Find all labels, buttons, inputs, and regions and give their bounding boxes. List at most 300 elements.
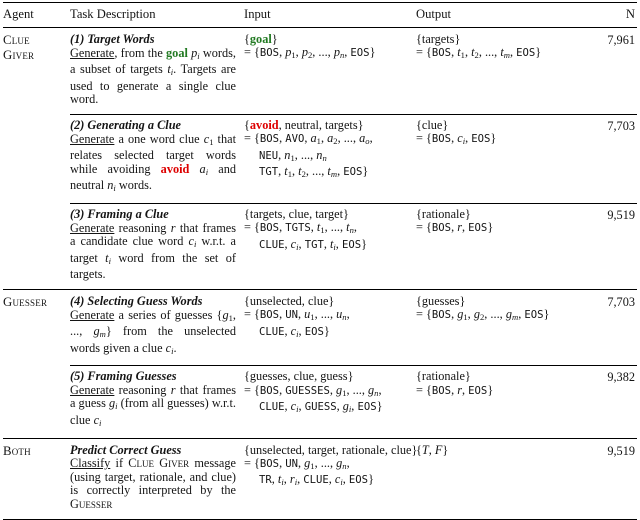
- text-segment: = {: [244, 220, 260, 235]
- text-segment: i: [294, 477, 298, 488]
- text-segment: {: [416, 442, 422, 457]
- text-segment: c: [290, 323, 297, 338]
- output-cell: [416, 33, 591, 107]
- token-sequence-line: [416, 384, 583, 398]
- text-segment: p: [285, 45, 292, 60]
- table-header-row: [3, 3, 637, 27]
- text-segment: ,: [271, 472, 278, 487]
- text-segment: BOS: [431, 384, 452, 397]
- text-segment: i: [340, 477, 343, 488]
- text-segment: ,: [336, 399, 343, 414]
- text-segment: ,: [369, 131, 373, 146]
- text-segment: i: [108, 255, 111, 266]
- text-segment: ,: [378, 382, 382, 397]
- text-segment: i: [113, 183, 116, 194]
- n-value: 7,703: [607, 118, 635, 133]
- text-segment: ,: [451, 45, 458, 60]
- text-segment: EOS: [304, 325, 324, 338]
- text-segment: m: [503, 50, 510, 61]
- text-segment: EOS: [468, 384, 488, 397]
- text-segment: i: [348, 404, 352, 415]
- text-segment: ,: [346, 456, 350, 471]
- task-description-cell: [70, 208, 244, 282]
- input-cell: [244, 295, 416, 358]
- text-segment: TGT: [304, 238, 324, 251]
- text-segment: t: [471, 45, 475, 60]
- text-segment: }: [271, 32, 278, 46]
- text-segment: {: [244, 32, 250, 46]
- text-segment: c: [165, 340, 172, 355]
- token-sequence-line: [244, 400, 408, 416]
- text-segment: g: [93, 324, 100, 339]
- text-segment: TGTS: [285, 222, 311, 235]
- text-segment: a one word clue: [114, 131, 204, 146]
- text-segment: ,: [335, 236, 342, 251]
- table-row: [3, 290, 637, 365]
- text-segment: n: [374, 387, 379, 398]
- task-description-text: [70, 383, 236, 427]
- text-segment: t: [316, 220, 321, 235]
- text-segment: {unselected, target, rationale, clue}: [244, 442, 418, 457]
- text-segment: BOS: [259, 458, 280, 471]
- text-segment: ,: [279, 131, 286, 146]
- text-segment: a: [199, 161, 206, 176]
- text-segment: ,: [451, 307, 458, 322]
- token-sequence-line: [416, 132, 583, 148]
- input-cell: [244, 208, 416, 282]
- header-agent: Agent: [3, 7, 34, 21]
- text-segment: ,: [284, 399, 291, 414]
- text-segment: F: [434, 442, 443, 457]
- text-segment: CLUE: [303, 474, 329, 487]
- text-segment: EOS: [350, 47, 370, 60]
- task-title: (2) Generating a Clue: [70, 117, 182, 132]
- text-segment: 1: [228, 312, 233, 323]
- text-segment: c: [93, 413, 100, 428]
- text-segment: u: [336, 307, 343, 322]
- text-segment: 1: [310, 461, 315, 472]
- text-segment: TR: [259, 474, 272, 487]
- highlighted-term: goal: [249, 32, 272, 46]
- text-segment: n: [316, 147, 323, 162]
- text-segment: = {: [416, 131, 432, 146]
- text-segment: , ...,: [305, 164, 328, 179]
- text-segment: EOS: [357, 401, 377, 414]
- task-title: (1) Target Words: [70, 32, 155, 46]
- highlighted-term: avoid: [160, 161, 190, 176]
- task-title: Predict Correct Guess: [70, 442, 182, 457]
- text-segment: that relates selected target words while avoiding: [70, 131, 236, 176]
- text-segment: r: [289, 472, 295, 487]
- task-title: (5) Framing Guesses: [70, 369, 177, 384]
- output-cell: [416, 370, 591, 430]
- text-segment: UN: [285, 309, 298, 322]
- text-segment: p: [191, 45, 198, 60]
- text-segment: i: [99, 418, 102, 429]
- text-segment: i: [193, 239, 197, 250]
- text-segment: i: [170, 67, 174, 78]
- text-segment: i: [296, 328, 299, 339]
- output-cell: [416, 295, 591, 358]
- text-segment: ,: [284, 236, 291, 251]
- text-segment: t: [500, 45, 504, 60]
- agent-label: Guesser: [3, 294, 48, 309]
- text-segment: ,: [297, 307, 305, 322]
- text-segment: Clue Giver: [128, 456, 190, 471]
- text-segment: ,: [323, 236, 330, 251]
- text-segment: g: [108, 396, 116, 411]
- text-segment: c: [457, 131, 463, 146]
- task-description-cell: [70, 295, 244, 358]
- text-segment: [189, 162, 199, 176]
- text-segment: UN: [285, 458, 298, 471]
- text-segment: w.r.t. a target: [70, 234, 236, 265]
- text-segment: i: [281, 477, 284, 488]
- output-label: [416, 370, 583, 383]
- token-sequence-line: [244, 165, 408, 181]
- text-segment: i: [333, 241, 336, 252]
- text-segment: ,: [279, 220, 286, 235]
- task-description-cell: [70, 444, 244, 512]
- text-segment: BOS: [259, 309, 280, 322]
- text-segment: that frames a candidate clue word: [70, 220, 236, 249]
- text-segment: t: [277, 472, 282, 487]
- text-segment: {clue}: [416, 117, 449, 132]
- token-sequence-line: [416, 46, 583, 62]
- text-segment: }: [362, 164, 369, 179]
- text-segment: EOS: [516, 47, 536, 60]
- text-segment: }: [487, 220, 494, 235]
- text-segment: m: [330, 169, 338, 180]
- input-label: [244, 208, 408, 221]
- text-segment: , ...,: [346, 382, 369, 397]
- text-segment: ,: [464, 45, 472, 60]
- text-segment: {unselected, clue}: [244, 293, 335, 308]
- text-segment: t: [327, 164, 331, 179]
- text-segment: c: [334, 472, 341, 487]
- text-segment: message (using target, rationale, and clue) is correctly interpreted by the: [70, 456, 236, 498]
- task-description-cell: [70, 33, 244, 107]
- text-segment: TGT: [259, 166, 279, 179]
- text-segment: = {: [244, 131, 260, 146]
- text-segment: c: [203, 131, 210, 146]
- text-segment: ,: [279, 456, 286, 471]
- text-segment: BOS: [431, 309, 452, 322]
- output-cell: [416, 444, 591, 512]
- input-label: [244, 442, 418, 457]
- text-segment: CLUE: [259, 401, 285, 414]
- text-segment: }: [369, 45, 376, 60]
- agent-label: [3, 119, 70, 196]
- text-segment: 2: [474, 50, 479, 61]
- text-segment: GUESS: [304, 401, 337, 414]
- text-segment: , neutral, targets}: [278, 117, 364, 132]
- text-segment: 2: [307, 50, 313, 61]
- text-segment: 1: [320, 225, 325, 236]
- text-segment: }: [376, 399, 383, 414]
- text-segment: }: [543, 307, 550, 322]
- text-segment: }: [442, 442, 449, 457]
- text-segment: EOS: [468, 222, 488, 235]
- text-segment: ,: [353, 220, 357, 235]
- text-segment: ,: [298, 323, 305, 338]
- text-segment: Generate: [70, 220, 115, 235]
- text-segment: BOS: [259, 133, 280, 146]
- text-segment: , ...,: [314, 456, 337, 471]
- text-segment: ,: [298, 236, 305, 251]
- token-sequence-line: [416, 308, 583, 324]
- text-segment: ,: [518, 307, 525, 322]
- text-segment: {guesses, clue, guess}: [244, 369, 354, 384]
- text-segment: = {: [416, 382, 432, 397]
- text-segment: ,: [279, 45, 286, 60]
- text-segment: g: [473, 307, 480, 322]
- output-label: [416, 119, 583, 132]
- agent-label: Both: [3, 443, 31, 458]
- task-title: (3) Framing a Clue: [70, 206, 169, 221]
- text-segment: n: [107, 178, 114, 193]
- text-segment: = {: [244, 456, 260, 471]
- text-segment: 1: [209, 136, 214, 147]
- text-segment: g: [342, 399, 349, 414]
- token-sequence-line: [244, 473, 408, 489]
- token-sequence-line: [244, 149, 408, 165]
- token-sequence-line: [244, 325, 408, 341]
- text-segment: EOS: [471, 133, 491, 146]
- text-segment: ,: [278, 164, 285, 179]
- task-description-text: [70, 46, 236, 107]
- input-cell: [244, 33, 416, 107]
- text-segment: g: [304, 456, 311, 471]
- text-segment: g: [336, 456, 343, 471]
- text-segment: AVO: [285, 133, 305, 146]
- header-task-description: Task Description: [70, 7, 156, 21]
- output-label: [416, 208, 583, 221]
- text-segment: EOS: [348, 474, 369, 487]
- text-segment: GUESSES: [285, 384, 330, 397]
- text-segment: m: [99, 329, 106, 340]
- input-label: [244, 370, 408, 383]
- agent-label: [3, 370, 70, 430]
- text-segment: 1: [287, 169, 293, 180]
- text-segment: }: [361, 236, 367, 251]
- table-row: [3, 114, 637, 203]
- text-segment: ,: [328, 472, 335, 487]
- highlighted-term: goal: [166, 45, 188, 60]
- text-segment: ,: [329, 382, 337, 397]
- text-segment: c: [290, 236, 297, 251]
- text-segment: NEU: [259, 149, 279, 162]
- text-segment: g: [336, 382, 343, 397]
- text-segment: EOS: [341, 238, 362, 251]
- text-segment: g: [505, 307, 512, 322]
- text-segment: i: [171, 345, 174, 356]
- text-segment: ,: [462, 382, 469, 397]
- text-segment: 1: [460, 50, 465, 61]
- text-segment: , ...,: [312, 45, 334, 60]
- input-cell: [244, 119, 416, 196]
- table-row: [3, 203, 637, 289]
- text-segment: ,: [465, 131, 472, 146]
- text-segment: c: [290, 399, 297, 414]
- text-segment: ,: [337, 164, 344, 179]
- text-segment: ,: [467, 307, 474, 322]
- text-segment: reasoning: [114, 382, 171, 397]
- text-segment: ,: [451, 131, 458, 146]
- highlighted-term: avoid: [249, 117, 279, 132]
- output-label: [416, 33, 583, 46]
- text-segment: reasoning: [114, 220, 171, 235]
- text-segment: BOS: [259, 47, 280, 60]
- text-segment: r: [457, 220, 463, 235]
- text-segment: n: [349, 225, 354, 236]
- text-segment: p: [333, 45, 340, 60]
- text-segment: o: [365, 136, 370, 147]
- agent-label: Clue Giver: [3, 33, 35, 62]
- task-description-cell: [70, 119, 244, 196]
- text-segment: ,: [451, 220, 458, 235]
- text-segment: t: [167, 62, 171, 77]
- text-segment: i: [197, 50, 200, 61]
- text-segment: {: [244, 117, 250, 132]
- text-segment: t: [329, 236, 334, 251]
- table-row: [3, 439, 637, 519]
- text-segment: }: [368, 472, 374, 487]
- text-segment: ,: [279, 307, 286, 322]
- text-segment: and neutral: [70, 161, 236, 193]
- task-description-text: [70, 132, 236, 193]
- text-segment: Generate: [70, 131, 115, 146]
- text-segment: a: [310, 131, 317, 146]
- header-input: Input: [244, 7, 271, 21]
- text-segment: i: [296, 241, 299, 252]
- text-segment: 2: [333, 136, 338, 147]
- text-segment: ,: [509, 45, 517, 60]
- text-segment: that frames a guess: [70, 382, 236, 411]
- text-segment: a series of guesses {: [114, 307, 223, 322]
- text-segment: ,: [351, 399, 358, 414]
- text-segment: , ...,: [484, 307, 506, 322]
- text-segment: 1: [463, 312, 468, 323]
- text-segment: , ...,: [314, 307, 337, 322]
- text-segment: n: [342, 312, 347, 323]
- agent-label: [3, 208, 70, 282]
- text-segment: ,: [295, 45, 302, 60]
- text-segment: 1: [342, 387, 347, 398]
- token-sequence-line: [244, 308, 408, 324]
- text-segment: n: [284, 147, 291, 162]
- text-segment: n: [342, 461, 347, 472]
- text-segment: .: [173, 340, 177, 355]
- text-segment: = {: [416, 307, 432, 322]
- n-value: 9,382: [607, 370, 635, 385]
- text-segment: 1: [291, 50, 296, 61]
- text-segment: , ...,: [324, 220, 347, 235]
- token-sequence-line: [244, 132, 408, 148]
- text-segment: ,: [298, 399, 305, 414]
- text-segment: r: [170, 382, 176, 397]
- text-segment: 1: [316, 136, 321, 147]
- header-output: Output: [416, 7, 451, 21]
- text-segment: {targets}: [416, 32, 461, 46]
- text-segment: BOS: [431, 222, 452, 235]
- task-description-text: [70, 221, 236, 282]
- text-segment: = {: [244, 307, 260, 322]
- text-segment: Classify: [70, 456, 111, 471]
- text-segment: words.: [115, 178, 152, 193]
- token-sequence-line: [244, 46, 408, 62]
- text-segment: g: [368, 382, 375, 397]
- text-segment: = {: [244, 45, 260, 60]
- table-row: [3, 28, 637, 114]
- text-segment: ,: [304, 131, 311, 146]
- text-segment: n: [322, 152, 327, 163]
- n-value: 9,519: [607, 207, 635, 222]
- input-cell: [244, 370, 416, 430]
- text-segment: ,: [344, 45, 351, 60]
- text-segment: r: [457, 382, 463, 397]
- output-cell: [416, 208, 591, 282]
- table-body: [3, 28, 637, 519]
- text-segment: ,: [297, 472, 304, 487]
- text-segment: = {: [416, 220, 432, 235]
- text-segment: {guesses}: [416, 293, 466, 308]
- text-segment: , ...,: [478, 45, 501, 60]
- input-label: [244, 33, 408, 46]
- table-row: [3, 365, 637, 437]
- text-segment: {rationale}: [416, 369, 471, 384]
- task-title: (4) Selecting Guess Words: [70, 293, 203, 308]
- text-segment: 2: [301, 169, 306, 180]
- text-segment: c: [188, 234, 194, 249]
- text-segment: i: [462, 136, 466, 147]
- text-segment: m: [511, 312, 519, 323]
- output-label: [416, 295, 583, 308]
- text-segment: 1: [310, 312, 315, 323]
- text-segment: g: [457, 307, 464, 322]
- text-segment: }: [487, 382, 494, 397]
- token-sequence-line: [244, 384, 408, 400]
- task-description-text: [70, 308, 236, 355]
- bottom-rule: [3, 519, 637, 520]
- input-cell: [244, 444, 416, 512]
- text-segment: }: [490, 131, 497, 146]
- text-segment: ,: [451, 382, 458, 397]
- text-segment: EOS: [524, 309, 544, 322]
- text-segment: ,: [292, 164, 299, 179]
- task-description-text: [70, 456, 236, 511]
- text-segment: ,: [310, 220, 317, 235]
- text-segment: ,: [428, 442, 435, 457]
- text-segment: a: [359, 131, 366, 146]
- text-segment: ,: [320, 131, 328, 146]
- text-segment: t: [457, 45, 461, 60]
- text-segment: CLUE: [259, 238, 285, 251]
- token-sequence-line: [244, 457, 408, 473]
- text-segment: Generate: [70, 45, 115, 60]
- n-value: 7,703: [607, 294, 635, 309]
- text-segment: CLUE: [259, 325, 285, 338]
- text-segment: BOS: [259, 384, 280, 397]
- text-segment: Generate: [70, 382, 115, 397]
- text-segment: u: [304, 307, 311, 322]
- text-segment: } from the unselected words given a clue: [70, 324, 236, 355]
- text-segment: = {: [244, 382, 260, 397]
- text-segment: T: [421, 442, 429, 457]
- text-segment: ,: [342, 472, 349, 487]
- text-segment: ,: [462, 220, 469, 235]
- text-segment: word from the set of targets.: [70, 250, 236, 282]
